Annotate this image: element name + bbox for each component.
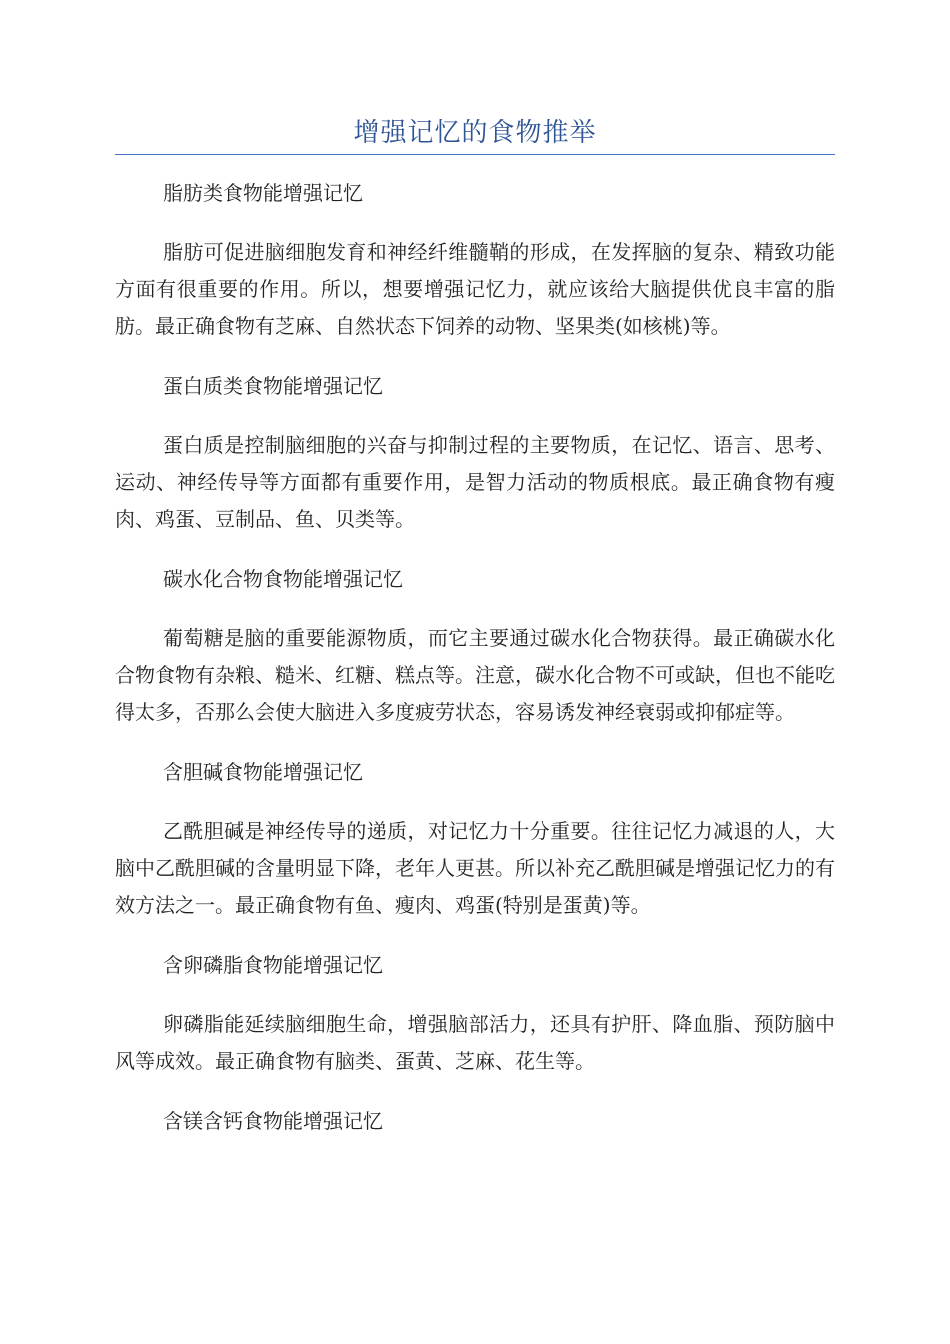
section-heading: 碳水化合物食物能增强记忆 (163, 567, 403, 591)
section-paragraph: 卵磷脂能延续脑细胞生命，增强脑部活力，还具有护肝、降血脂、预防脑中风等成效。最正确食物有脑类、蛋黄、芝麻、花生等。 (115, 1012, 835, 1073)
section-heading: 含胆碱食物能增强记忆 (163, 760, 363, 784)
section-paragraph: 葡萄糖是脑的重要能源物质，而它主要通过碳水化合物获得。最正确碳水化合物食物有杂粮、糙米、红糖、糕点等。注意，碳水化合物不可或缺，但也不能吃得太多，否那么会使大脑进入多度疲劳状态，容易诱发神经衰弱或抑郁症等。 (115, 626, 835, 724)
document-title: 增强记忆的食物推举 (353, 118, 597, 148)
section-paragraph: 脂肪可促进脑细胞发育和神经纤维髓鞘的形成，在发挥脑的复杂、精致功能方面有很重要的作用。所以，想要增强记忆力，就应该给大脑提供优良丰富的脂肪。最正确食物有芝麻、自然状态下饲养的动物、坚果类(如核桃)等。 (115, 240, 835, 338)
section-choline (115, 754, 835, 947)
section-heading: 蛋白质类食物能增强记忆 (163, 374, 383, 398)
section-heading: 含镁含钙食物能增强记忆 (163, 1109, 383, 1133)
section-carbohydrate (115, 561, 835, 754)
section-paragraph: 蛋白质是控制脑细胞的兴奋与抑制过程的主要物质，在记忆、语言、思考、运动、神经传导等方面都有重要作用，是智力活动的物质根底。最正确食物有瘦肉、鸡蛋、豆制品、鱼、贝类等。 (115, 433, 835, 531)
section-paragraph: 乙酰胆碱是神经传导的递质，对记忆力十分重要。往往记忆力减退的人，大脑中乙酰胆碱的含量明显下降，老年人更甚。所以补充乙酰胆碱是增强记忆力的有效方法之一。最正确食物有鱼、瘦肉、鸡蛋(特别是蛋黄)等。 (115, 819, 835, 917)
section-magnesium-calcium (115, 1103, 835, 1140)
document-body (115, 175, 835, 1140)
section-lecithin (115, 947, 835, 1103)
title-underline (115, 154, 835, 155)
section-protein (115, 368, 835, 561)
section-heading: 含卵磷脂食物能增强记忆 (163, 953, 383, 977)
section-fat (115, 175, 835, 368)
section-heading: 脂肪类食物能增强记忆 (163, 181, 363, 205)
